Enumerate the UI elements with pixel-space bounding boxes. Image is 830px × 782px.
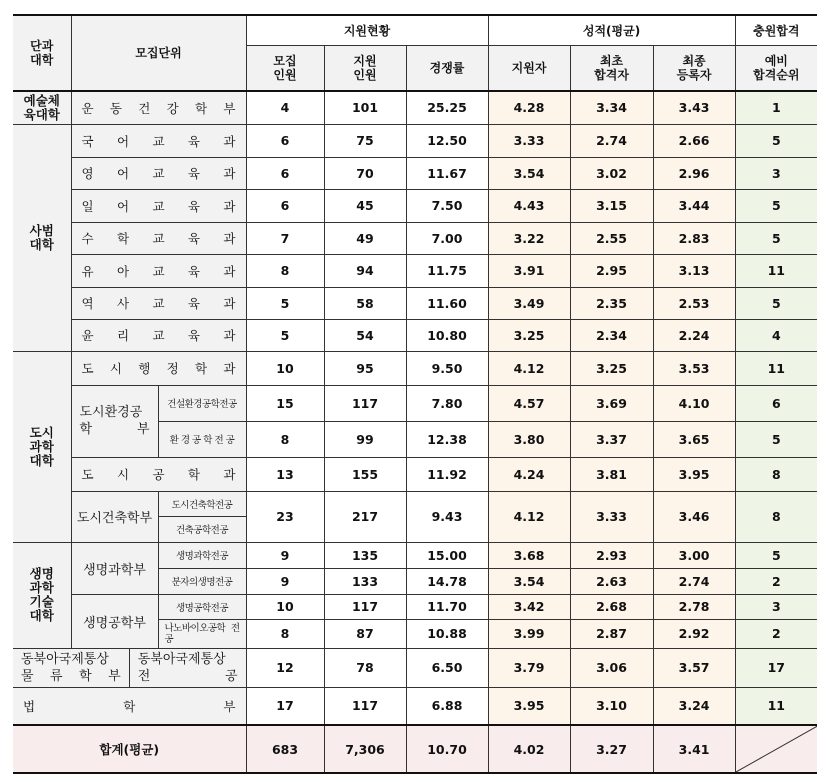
cell-first: 3.25 — [570, 351, 653, 385]
table-row — [13, 491, 817, 516]
unit-urban-env: 도시환경공 학 부 — [71, 385, 158, 457]
college-education: 사범 대학 — [13, 124, 71, 351]
unit-early-childhood: 유 아 교 육 과 — [71, 254, 246, 287]
cell-ratio: 11.60 — [406, 287, 488, 319]
cell-applied: 94 — [324, 254, 406, 287]
cell-final: 2.96 — [653, 157, 735, 189]
table-row — [13, 287, 817, 319]
cell-first: 3.37 — [570, 421, 653, 457]
unit-ne-asia — [13, 648, 246, 687]
cell-ratio: 7.00 — [406, 222, 488, 254]
total-final: 3.41 — [653, 725, 735, 773]
cell-waitlist: 11 — [735, 351, 817, 385]
cell-ratio: 11.70 — [406, 594, 488, 619]
header-additional: 충원합격 — [735, 15, 817, 46]
cell-waitlist: 5 — [735, 421, 817, 457]
cell-recruit: 4 — [246, 91, 324, 124]
table-row — [13, 542, 817, 568]
major-arch-eng: 건축공학전공 — [158, 516, 246, 542]
college-arts: 예술체 육대학 — [13, 91, 71, 124]
admission-results-table — [13, 14, 817, 774]
table-row — [13, 91, 817, 124]
cell-waitlist: 5 — [735, 542, 817, 568]
cell-final: 4.10 — [653, 385, 735, 421]
cell-applicant: 3.25 — [488, 319, 570, 351]
cell-waitlist: 17 — [735, 648, 817, 687]
cell-final: 3.00 — [653, 542, 735, 568]
cell-applicant: 3.54 — [488, 568, 570, 594]
unit-ethics: 윤 리 교 육 과 — [71, 319, 246, 351]
cell-recruit: 6 — [246, 189, 324, 222]
cell-applicant: 3.33 — [488, 124, 570, 157]
cell-final: 2.78 — [653, 594, 735, 619]
header-waitlist: 예비 합격순위 — [735, 46, 817, 92]
cell-applicant: 4.43 — [488, 189, 570, 222]
cell-applicant: 4.28 — [488, 91, 570, 124]
total-row — [13, 725, 817, 773]
cell-applicant: 3.99 — [488, 619, 570, 648]
unit-law: 법 학 부 — [13, 687, 246, 725]
unit-ne-asia-division: 동북아국제통상 물 류 학 부 — [21, 651, 121, 684]
cell-applicant: 3.68 — [488, 542, 570, 568]
cell-first: 2.34 — [570, 319, 653, 351]
cell-applicant: 4.57 — [488, 385, 570, 421]
table-row — [13, 648, 817, 687]
table-row — [13, 189, 817, 222]
cell-applicant: 3.22 — [488, 222, 570, 254]
cell-applied: 58 — [324, 287, 406, 319]
cell-ratio: 25.25 — [406, 91, 488, 124]
college-life: 생명 과학 기술 대학 — [13, 542, 71, 648]
header-application-status: 지원현황 — [246, 15, 488, 46]
cell-recruit: 13 — [246, 457, 324, 491]
cell-recruit: 8 — [246, 254, 324, 287]
major-civil-env: 건설환경공학전공 — [158, 385, 246, 421]
cell-applied: 95 — [324, 351, 406, 385]
cell-first: 3.81 — [570, 457, 653, 491]
table-row — [13, 385, 817, 421]
cell-final: 3.43 — [653, 91, 735, 124]
total-ratio: 10.70 — [406, 725, 488, 773]
cell-waitlist: 5 — [735, 222, 817, 254]
cell-waitlist: 6 — [735, 385, 817, 421]
cell-final: 2.24 — [653, 319, 735, 351]
unit-history: 역 사 교 육 과 — [71, 287, 246, 319]
header-applied: 지원 인원 — [324, 46, 406, 92]
cell-first: 2.63 — [570, 568, 653, 594]
cell-recruit: 17 — [246, 687, 324, 725]
cell-applicant: 3.49 — [488, 287, 570, 319]
cell-waitlist: 5 — [735, 124, 817, 157]
cell-final: 2.53 — [653, 287, 735, 319]
cell-applied: 117 — [324, 687, 406, 725]
cell-applied: 217 — [324, 491, 406, 542]
cell-applicant: 3.95 — [488, 687, 570, 725]
cell-ratio: 7.80 — [406, 385, 488, 421]
cell-applied: 155 — [324, 457, 406, 491]
cell-final: 2.66 — [653, 124, 735, 157]
total-applicant: 4.02 — [488, 725, 570, 773]
table-row — [13, 457, 817, 491]
cell-waitlist: 5 — [735, 189, 817, 222]
cell-applied: 99 — [324, 421, 406, 457]
table-row — [13, 254, 817, 287]
header-final-reg: 최종 등록자 — [653, 46, 735, 92]
total-waitlist-empty — [735, 725, 817, 773]
cell-applicant: 4.12 — [488, 351, 570, 385]
unit-urban-eng: 도 시 공 학 과 — [71, 457, 246, 491]
cell-recruit: 5 — [246, 319, 324, 351]
cell-recruit: 9 — [246, 542, 324, 568]
cell-applicant: 3.54 — [488, 157, 570, 189]
unit-japanese: 일 어 교 육 과 — [71, 189, 246, 222]
cell-first: 3.02 — [570, 157, 653, 189]
unit-urban-admin: 도 시 행 정 학 과 — [71, 351, 246, 385]
header-unit: 모집단위 — [71, 15, 246, 91]
cell-first: 3.34 — [570, 91, 653, 124]
cell-first: 3.15 — [570, 189, 653, 222]
major-life-eng: 생명공학전공 — [158, 594, 246, 619]
cell-first: 3.33 — [570, 491, 653, 542]
cell-recruit: 6 — [246, 124, 324, 157]
cell-applied: 49 — [324, 222, 406, 254]
cell-recruit: 10 — [246, 594, 324, 619]
major-ne-asia: 동북아국제통상 전 공 — [137, 651, 238, 684]
cell-applied: 133 — [324, 568, 406, 594]
cell-applicant: 3.42 — [488, 594, 570, 619]
cell-final: 3.53 — [653, 351, 735, 385]
cell-ratio: 11.75 — [406, 254, 488, 287]
cell-applied: 135 — [324, 542, 406, 568]
cell-waitlist: 2 — [735, 619, 817, 648]
cell-final: 2.92 — [653, 619, 735, 648]
major-urban-arch: 도시건축학전공 — [158, 491, 246, 516]
cell-waitlist: 8 — [735, 491, 817, 542]
cell-applied: 75 — [324, 124, 406, 157]
cell-first: 3.10 — [570, 687, 653, 725]
cell-applicant: 3.79 — [488, 648, 570, 687]
cell-first: 2.68 — [570, 594, 653, 619]
cell-applied: 117 — [324, 385, 406, 421]
cell-recruit: 6 — [246, 157, 324, 189]
cell-waitlist: 8 — [735, 457, 817, 491]
cell-waitlist: 11 — [735, 687, 817, 725]
major-env-eng: 환 경 공 학 전 공 — [158, 421, 246, 457]
unit-korean: 국 어 교 육 과 — [71, 124, 246, 157]
unit-sports: 운 동 건 강 학 부 — [71, 91, 246, 124]
major-molecular: 분자의생명전공 — [158, 568, 246, 594]
cell-recruit: 12 — [246, 648, 324, 687]
major-nano-bio: 나노바이오공학 전 공 — [158, 619, 246, 648]
cell-final: 3.65 — [653, 421, 735, 457]
cell-applicant: 4.24 — [488, 457, 570, 491]
cell-first: 2.35 — [570, 287, 653, 319]
unit-math: 수 학 교 육 과 — [71, 222, 246, 254]
cell-applied: 101 — [324, 91, 406, 124]
cell-ratio: 12.38 — [406, 421, 488, 457]
unit-life-sci: 생명과학부 — [71, 542, 158, 594]
cell-waitlist: 3 — [735, 157, 817, 189]
cell-recruit: 23 — [246, 491, 324, 542]
table-row — [13, 594, 817, 619]
diagonal-line — [736, 726, 818, 772]
cell-first: 2.87 — [570, 619, 653, 648]
cell-waitlist: 4 — [735, 319, 817, 351]
cell-first: 2.74 — [570, 124, 653, 157]
header-ratio: 경쟁률 — [406, 46, 488, 92]
cell-ratio: 9.50 — [406, 351, 488, 385]
cell-ratio: 10.88 — [406, 619, 488, 648]
total-first: 3.27 — [570, 725, 653, 773]
total-applied: 7,306 — [324, 725, 406, 773]
cell-waitlist: 1 — [735, 91, 817, 124]
cell-ratio: 9.43 — [406, 491, 488, 542]
table-row — [13, 319, 817, 351]
cell-ratio: 6.50 — [406, 648, 488, 687]
cell-final: 3.13 — [653, 254, 735, 287]
cell-recruit: 15 — [246, 385, 324, 421]
header-applicant: 지원자 — [488, 46, 570, 92]
cell-recruit: 7 — [246, 222, 324, 254]
cell-recruit: 5 — [246, 287, 324, 319]
cell-final: 2.83 — [653, 222, 735, 254]
table-row — [13, 222, 817, 254]
cell-ratio: 11.92 — [406, 457, 488, 491]
cell-recruit: 9 — [246, 568, 324, 594]
table-row — [13, 124, 817, 157]
cell-final: 3.46 — [653, 491, 735, 542]
total-recruit: 683 — [246, 725, 324, 773]
cell-applied: 45 — [324, 189, 406, 222]
header-college: 단과 대학 — [13, 15, 71, 91]
total-label: 합계(평균) — [13, 725, 246, 773]
cell-applied: 78 — [324, 648, 406, 687]
cell-applicant: 4.12 — [488, 491, 570, 542]
cell-first: 3.69 — [570, 385, 653, 421]
cell-first: 2.95 — [570, 254, 653, 287]
cell-recruit: 10 — [246, 351, 324, 385]
unit-life-eng: 생명공학부 — [71, 594, 158, 648]
unit-english: 영 어 교 육 과 — [71, 157, 246, 189]
college-urban: 도시 과학 대학 — [13, 351, 71, 542]
cell-recruit: 8 — [246, 619, 324, 648]
cell-applied: 87 — [324, 619, 406, 648]
cell-ratio: 11.67 — [406, 157, 488, 189]
table-row — [13, 157, 817, 189]
cell-waitlist: 3 — [735, 594, 817, 619]
cell-final: 3.57 — [653, 648, 735, 687]
cell-ratio: 6.88 — [406, 687, 488, 725]
cell-applied: 70 — [324, 157, 406, 189]
cell-ratio: 14.78 — [406, 568, 488, 594]
cell-final: 3.44 — [653, 189, 735, 222]
cell-applied: 54 — [324, 319, 406, 351]
cell-first: 2.55 — [570, 222, 653, 254]
cell-first: 2.93 — [570, 542, 653, 568]
cell-applicant: 3.91 — [488, 254, 570, 287]
cell-waitlist: 11 — [735, 254, 817, 287]
header-recruit: 모집 인원 — [246, 46, 324, 92]
cell-ratio: 7.50 — [406, 189, 488, 222]
cell-recruit: 8 — [246, 421, 324, 457]
cell-ratio: 15.00 — [406, 542, 488, 568]
cell-ratio: 10.80 — [406, 319, 488, 351]
cell-waitlist: 2 — [735, 568, 817, 594]
cell-ratio: 12.50 — [406, 124, 488, 157]
major-life-sci: 생명과학전공 — [158, 542, 246, 568]
header-scores: 성적(평균) — [488, 15, 735, 46]
header-first-pass: 최초 합격자 — [570, 46, 653, 92]
cell-final: 2.74 — [653, 568, 735, 594]
unit-urban-arch: 도시건축학부 — [71, 491, 158, 542]
cell-applicant: 3.80 — [488, 421, 570, 457]
cell-final: 3.95 — [653, 457, 735, 491]
cell-applied: 117 — [324, 594, 406, 619]
table-row — [13, 351, 817, 385]
cell-first: 3.06 — [570, 648, 653, 687]
cell-final: 3.24 — [653, 687, 735, 725]
cell-waitlist: 5 — [735, 287, 817, 319]
table-row — [13, 687, 817, 725]
